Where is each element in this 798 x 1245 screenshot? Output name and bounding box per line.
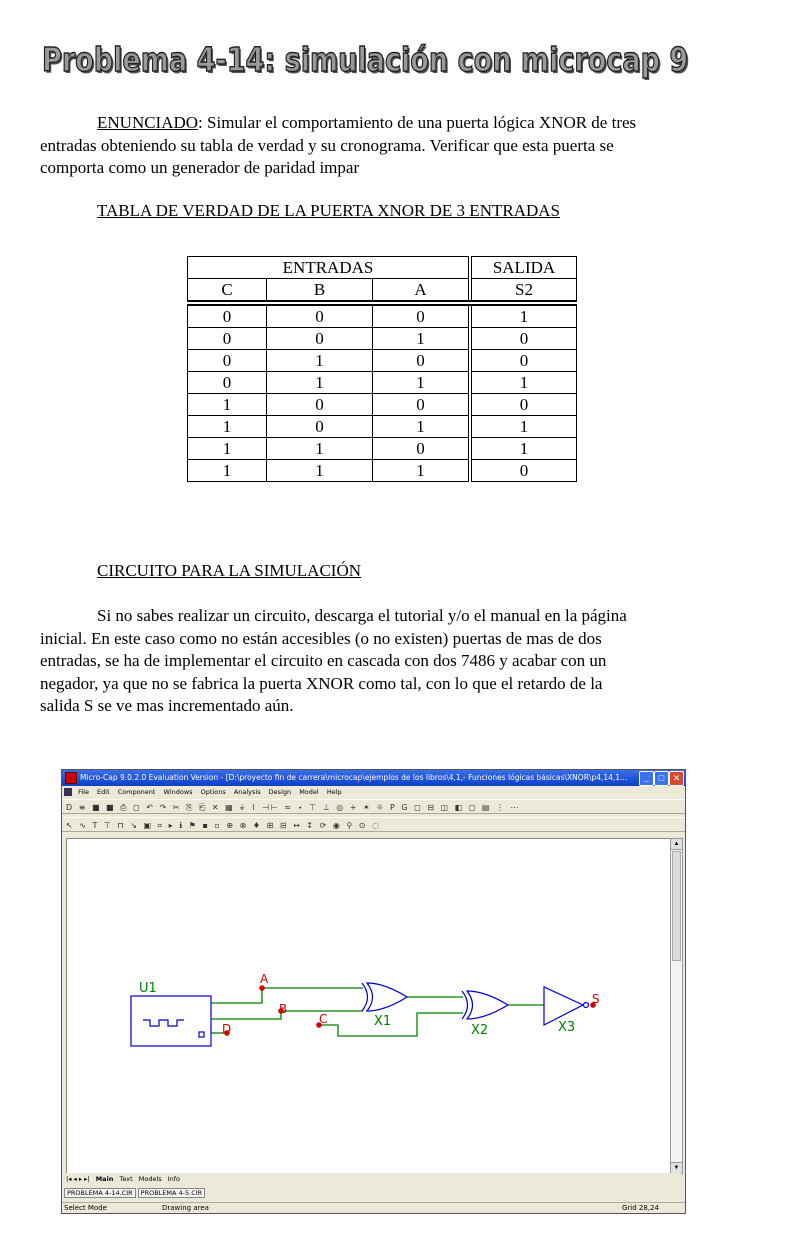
menu-analysis[interactable]: Analysis bbox=[233, 788, 261, 796]
status-mode: Select Mode bbox=[64, 1204, 107, 1212]
label-a: A bbox=[260, 972, 269, 986]
table-row bbox=[188, 303, 577, 328]
app-icon bbox=[65, 772, 77, 784]
menu-edit[interactable]: Edit bbox=[97, 788, 110, 796]
minimize-icon[interactable]: _ bbox=[639, 771, 654, 786]
cell: 0 bbox=[267, 328, 373, 350]
table-row bbox=[188, 460, 577, 482]
cell: 0 bbox=[373, 438, 471, 460]
menu-file[interactable]: File bbox=[78, 788, 89, 796]
tab-info[interactable]: Info bbox=[167, 1175, 181, 1183]
cell: 0 bbox=[188, 350, 267, 372]
enunciado-line2: entradas obteniendo su tabla de verdad y su cronograma. Verificar que esta puerta se bbox=[40, 135, 614, 155]
col-header-c: C bbox=[188, 279, 267, 304]
schematic-canvas[interactable] bbox=[66, 838, 672, 1174]
cell: 1 bbox=[470, 372, 577, 394]
maximize-icon[interactable]: □ bbox=[654, 771, 669, 786]
header-salida: SALIDA bbox=[470, 257, 577, 279]
cell: 0 bbox=[267, 303, 373, 328]
table-row bbox=[188, 328, 577, 350]
circuit-heading: CIRCUITO PARA LA SIMULACIÓN bbox=[97, 561, 362, 580]
menu-options[interactable]: Options bbox=[200, 788, 226, 796]
label-d: D bbox=[222, 1022, 232, 1036]
label-x2: X2 bbox=[471, 1023, 489, 1038]
doc-icon bbox=[64, 788, 72, 796]
table-row bbox=[188, 350, 577, 372]
label-s: S bbox=[592, 992, 600, 1006]
menu-component[interactable]: Component bbox=[117, 788, 156, 796]
document-title: Problema 4-14: simulación con microcap 9 bbox=[42, 40, 689, 79]
file-tabs bbox=[64, 1187, 207, 1200]
microcap-window-screenshot bbox=[61, 769, 686, 1214]
label-c: C bbox=[319, 1012, 328, 1026]
menu-model[interactable]: Model bbox=[299, 788, 319, 796]
label-x1: X1 bbox=[374, 1014, 392, 1029]
cell: 0 bbox=[373, 394, 471, 416]
scroll-up-icon[interactable]: ▲ bbox=[671, 839, 682, 850]
file-tab-problema-4-5[interactable]: PROBLEMA 4-5.CIR bbox=[138, 1188, 206, 1198]
cell: 1 bbox=[470, 416, 577, 438]
vertical-scrollbar[interactable] bbox=[670, 838, 683, 1174]
xor-gate-x1-curve bbox=[362, 983, 368, 1011]
cell: 1 bbox=[188, 460, 267, 482]
status-area: Drawing area bbox=[162, 1204, 209, 1212]
xor-gate-x1 bbox=[367, 983, 407, 1011]
menu-bar bbox=[62, 786, 685, 798]
header-entradas: ENTRADAS bbox=[188, 257, 471, 279]
tab-nav-icon[interactable]: |◂ ◂ ▸ ▸| bbox=[66, 1175, 90, 1183]
cell: 1 bbox=[373, 460, 471, 482]
xor-gate-x2-curve bbox=[462, 991, 468, 1019]
cell: 0 bbox=[470, 394, 577, 416]
cell: 1 bbox=[470, 438, 577, 460]
menu-help[interactable]: Help bbox=[326, 788, 342, 796]
menu-windows[interactable]: Windows bbox=[163, 788, 193, 796]
pulse-source-u1 bbox=[131, 996, 211, 1046]
source-pin-icon bbox=[199, 1032, 204, 1037]
cell: 0 bbox=[373, 303, 471, 328]
label-b: B bbox=[279, 1002, 288, 1016]
col-header-a: A bbox=[373, 279, 471, 304]
xor-gate-x2 bbox=[467, 991, 508, 1019]
cell: 0 bbox=[188, 372, 267, 394]
wire-a bbox=[211, 988, 363, 1003]
close-icon[interactable]: ✕ bbox=[669, 771, 684, 786]
circuit-line5: salida S se ve mas incrementado aún. bbox=[40, 696, 294, 715]
cell: 0 bbox=[188, 303, 267, 328]
status-bar bbox=[62, 1202, 685, 1214]
window-titlebar bbox=[62, 770, 685, 786]
cell: 0 bbox=[470, 460, 577, 482]
scroll-down-icon[interactable]: ▼ bbox=[671, 1162, 682, 1173]
cell: 1 bbox=[188, 438, 267, 460]
table-heading: TABLA DE VERDAD DE LA PUERTA XNOR DE 3 ENTRADAS bbox=[97, 201, 560, 220]
tab-text[interactable]: Text bbox=[119, 1175, 133, 1183]
cell: 1 bbox=[188, 416, 267, 438]
sheet-tabs bbox=[66, 1173, 681, 1185]
enunciado-label: ENUNCIADO bbox=[97, 113, 199, 132]
circuit-paragraph bbox=[40, 605, 740, 718]
schematic bbox=[67, 839, 671, 1173]
cell: 1 bbox=[470, 303, 577, 328]
cell: 0 bbox=[373, 350, 471, 372]
table-row bbox=[188, 394, 577, 416]
enunciado-line1: : Simular el comportamiento de una puerta lógica XNOR de tres bbox=[198, 113, 637, 132]
cell: 1 bbox=[188, 394, 267, 416]
cell: 1 bbox=[267, 460, 373, 482]
toolbar-main[interactable]: D ≡ ■ ■ ⎙ ◻ ↶ ↷ ✂ ⎘ ⎗ ✕ ▦ ⏚ ⌇ ⊣⊢ ≈ ⋆ ⊤ ⊥ ◎ + ✶ ☼ P G ◻ ⊟ ◫ ◧ ◻ ▤ ⋮ ⋯ bbox=[62, 799, 685, 814]
cell: 0 bbox=[267, 416, 373, 438]
tab-main[interactable]: Main bbox=[95, 1175, 114, 1183]
label-x3: X3 bbox=[558, 1020, 576, 1035]
circuit-line4: negador, ya que no se fabrica la puerta XNOR como tal, con lo que el retardo de la bbox=[40, 673, 603, 693]
circuit-line3: entradas, se ha de implementar el circuito en cascada con dos 7486 y acabar con un bbox=[40, 651, 607, 670]
cell: 1 bbox=[373, 372, 471, 394]
table-row bbox=[188, 438, 577, 460]
node-dot-a bbox=[259, 985, 265, 991]
enunciado-line3: comporta como un generador de paridad impar bbox=[40, 158, 360, 177]
menu-design[interactable]: Design bbox=[268, 788, 292, 796]
cell: 0 bbox=[267, 394, 373, 416]
table-row bbox=[188, 372, 577, 394]
circuit-line1: Si no sabes realizar un circuito, descarga el tutorial y/o el manual en la página bbox=[97, 606, 627, 625]
file-tab-problema-4-14[interactable]: PROBLEMA 4-14.CIR bbox=[64, 1188, 136, 1198]
circuit-line2: inicial. En este caso como no están accesibles (o no existen) puertas de mas de dos bbox=[40, 628, 602, 648]
scroll-thumb[interactable] bbox=[672, 851, 681, 961]
cell: 0 bbox=[470, 328, 577, 350]
cell: 0 bbox=[188, 328, 267, 350]
window-title: Micro-Cap 9.0.2.0 Evaluation Version - [D:\proyecto fin de carrera\microcap\ejemplos de los libros\4,1,- Funciones lógicas básicas\XNOR\p4,14,1... bbox=[80, 773, 628, 782]
status-grid: Grid 28,24 bbox=[622, 1204, 659, 1212]
table-row bbox=[188, 416, 577, 438]
enunciado-paragraph bbox=[40, 112, 732, 180]
cell: 1 bbox=[267, 372, 373, 394]
cell: 0 bbox=[470, 350, 577, 372]
col-header-b: B bbox=[267, 279, 373, 304]
toolbar-components[interactable]: ↖ ∿ T ⊤ ⊓ ↘ ▣ ⌗ ▸ ℹ ⚑ ▪ ▫ ⊕ ⊗ ♦ ⊞ ⊟ ↔ ↕ ⟳ ◉ ⚲ ⊙ ◌ bbox=[62, 817, 685, 832]
col-header-s2: S2 bbox=[470, 279, 577, 304]
cell: 1 bbox=[267, 438, 373, 460]
cell: 1 bbox=[373, 328, 471, 350]
tab-models[interactable]: Models bbox=[138, 1175, 162, 1183]
cell: 1 bbox=[373, 416, 471, 438]
label-u1: U1 bbox=[139, 981, 157, 996]
truth-table bbox=[187, 256, 577, 482]
pulse-waveform-icon bbox=[143, 1020, 184, 1026]
cell: 1 bbox=[267, 350, 373, 372]
